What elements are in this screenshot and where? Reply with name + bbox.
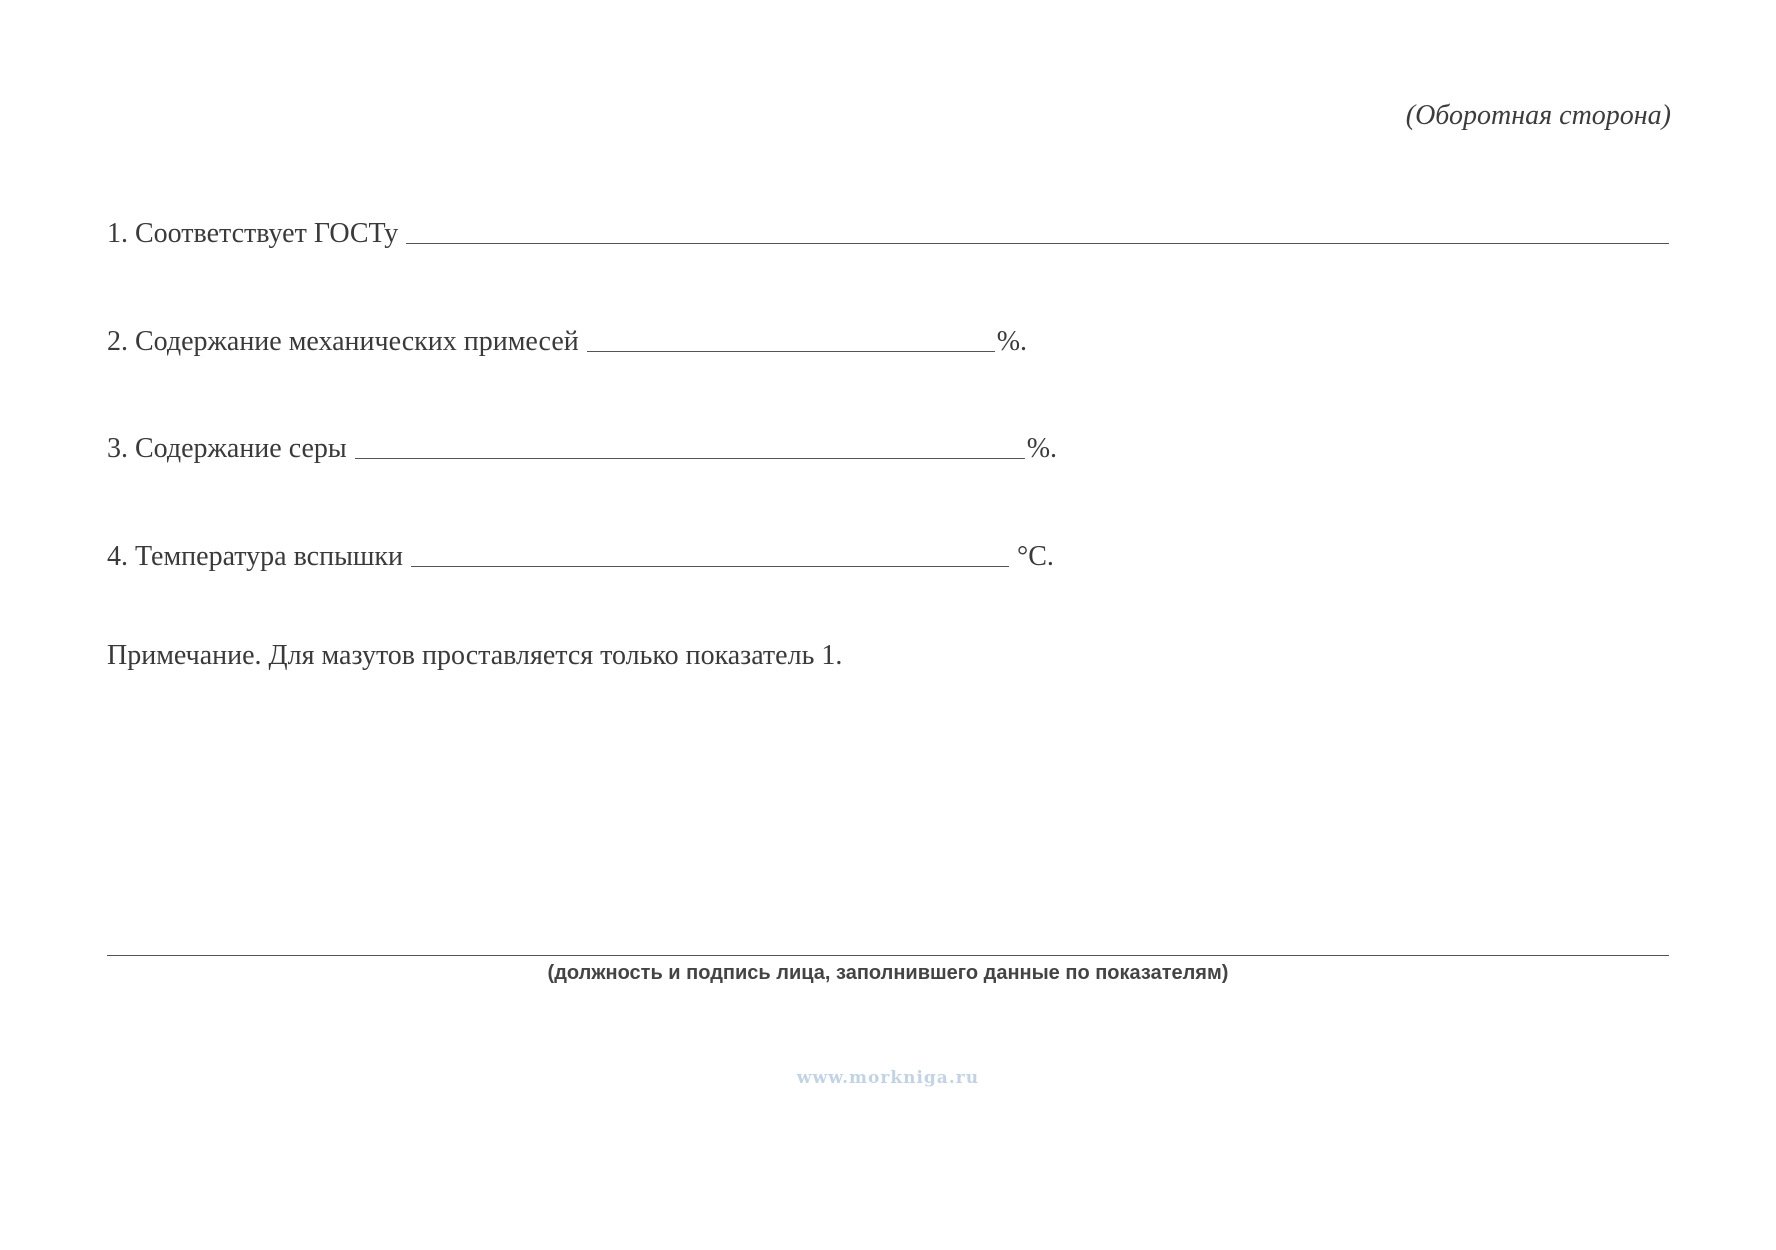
field-sulfur-content [107, 425, 1057, 465]
signature-line [107, 955, 1669, 956]
fill-in-blank [587, 321, 995, 352]
fill-in-blank [411, 536, 1009, 567]
signature-caption: (должность и подпись лица, заполнившего данные по показателям) [547, 962, 1229, 984]
unit-label: °С. [1017, 541, 1054, 572]
note-text: Примечание. Для мазутов проставляется только показатель 1. [107, 640, 843, 671]
unit-label: %. [1026, 433, 1058, 464]
field-flash-point [107, 533, 1054, 573]
field-label: 3. Содержание серы [107, 433, 347, 464]
unit-label: %. [996, 326, 1028, 357]
field-mechanical-impurities [107, 318, 1027, 358]
watermark: www.morkniga.ru [796, 1068, 980, 1088]
field-label: 4. Температура вспышки [107, 541, 404, 572]
reverse-side-label: (Оборотная сторона) [1405, 100, 1671, 131]
fill-in-blank [406, 213, 1669, 244]
field-label: 1. Соответствует ГОСТу [107, 218, 399, 249]
field-label: 2. Содержание механических примесей [107, 326, 579, 357]
fill-in-blank [355, 428, 1025, 459]
field-gost-compliance [107, 210, 1669, 250]
